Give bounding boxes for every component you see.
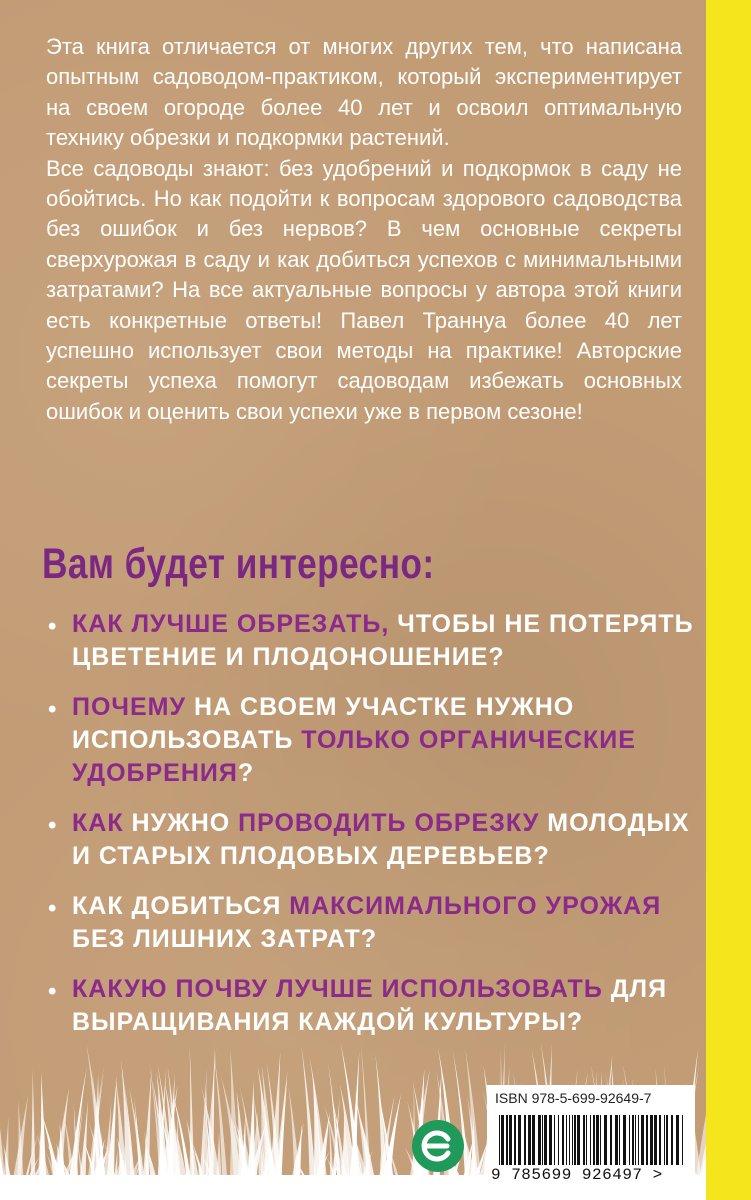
eksmo-logo-icon: [410, 1118, 466, 1174]
plain-text: НУЖНО: [123, 809, 239, 837]
bullet-dot-icon: •: [48, 696, 58, 723]
highlighted-text: КАК: [72, 809, 124, 837]
bullet-dot-icon: •: [48, 613, 58, 640]
bullet-dot-icon: •: [48, 895, 58, 922]
plain-text: ДЛЯ ВЫРАЩИВАНИЯ КАЖДОЙ КУЛЬТУРЫ?: [72, 975, 668, 1036]
highlighted-text: МАКСИМАЛЬНОГО УРОЖАЯ: [289, 892, 662, 920]
intro-text: [46, 32, 682, 427]
plain-text: ЧТОБЫ НЕ ПОТЕРЯТЬ ЦВЕТЕНИЕ И ПЛОДОНОШЕНИЕ?: [72, 610, 694, 671]
intro-paragraph-2: Все садоводы знают: без удобрений и подкормок в саду не обойтись. Но как подойти к вопросам здорового садоводства без ошибок и без нервов? В чем основные секреты сверхурожая в саду и как добиться успехов с минимальными затратами? На все актуальные вопросы у автора этой книги есть конкретные ответы! Павел Траннуа более 40 лет успешно использует свои методы на практике! Авторские секреты успеха помогут садоводам избежать основных ошибок и оценить свои успехи уже в первом сезоне!: [46, 155, 682, 424]
highlighted-text: ПОЧЕМУ: [72, 693, 187, 721]
feature-item: [42, 691, 702, 790]
plain-text: НА СВОЕМ УЧАСТКЕ НУЖНО ИСПОЛЬЗОВАТЬ: [72, 693, 575, 754]
isbn-label: ISBN 978-5-699-92649-7: [487, 1085, 695, 1111]
plain-text: БЕЗ ЛИШНИХ ЗАТРАТ?: [72, 925, 378, 953]
feature-item: [42, 807, 702, 873]
plain-text: КАК ДОБИТЬСЯ: [72, 892, 290, 920]
highlighted-text: ПРОВОДИТЬ ОБРЕЗКУ: [238, 809, 540, 837]
bullet-dot-icon: •: [48, 978, 58, 1005]
barcode-digits: 9 785699 926497 >: [487, 1166, 695, 1186]
feature-item: [42, 608, 702, 674]
plain-text: МОЛОДЫХ И СТАРЫХ ПЛОДОВЫХ ДЕРЕВЬЕВ?: [72, 809, 690, 870]
intro-paragraph-1: Эта книга отличается от многих других тем, что написана опытным садоводом-практиком, который экспериментирует на своем огороде более 40 лет и освоил оптимальную технику обрезки и подкормки растений.: [46, 34, 682, 151]
bullet-dot-icon: •: [48, 812, 58, 839]
highlighted-text: КАКУЮ ПОЧВУ ЛУЧШЕ ИСПОЛЬЗОВАТЬ: [72, 975, 603, 1003]
highlighted-text: КАК ЛУЧШЕ ОБРЕЗАТЬ,: [72, 610, 390, 638]
feature-list: [42, 608, 702, 1056]
feature-item: [42, 890, 702, 956]
plain-text: ?: [237, 759, 255, 787]
spine-band: [706, 0, 751, 1200]
section-heading: Вам будет интересно:: [42, 540, 435, 588]
highlighted-text: ТОЛЬКО ОРГАНИЧЕСКИЕ УДОБРЕНИЯ: [72, 726, 636, 787]
